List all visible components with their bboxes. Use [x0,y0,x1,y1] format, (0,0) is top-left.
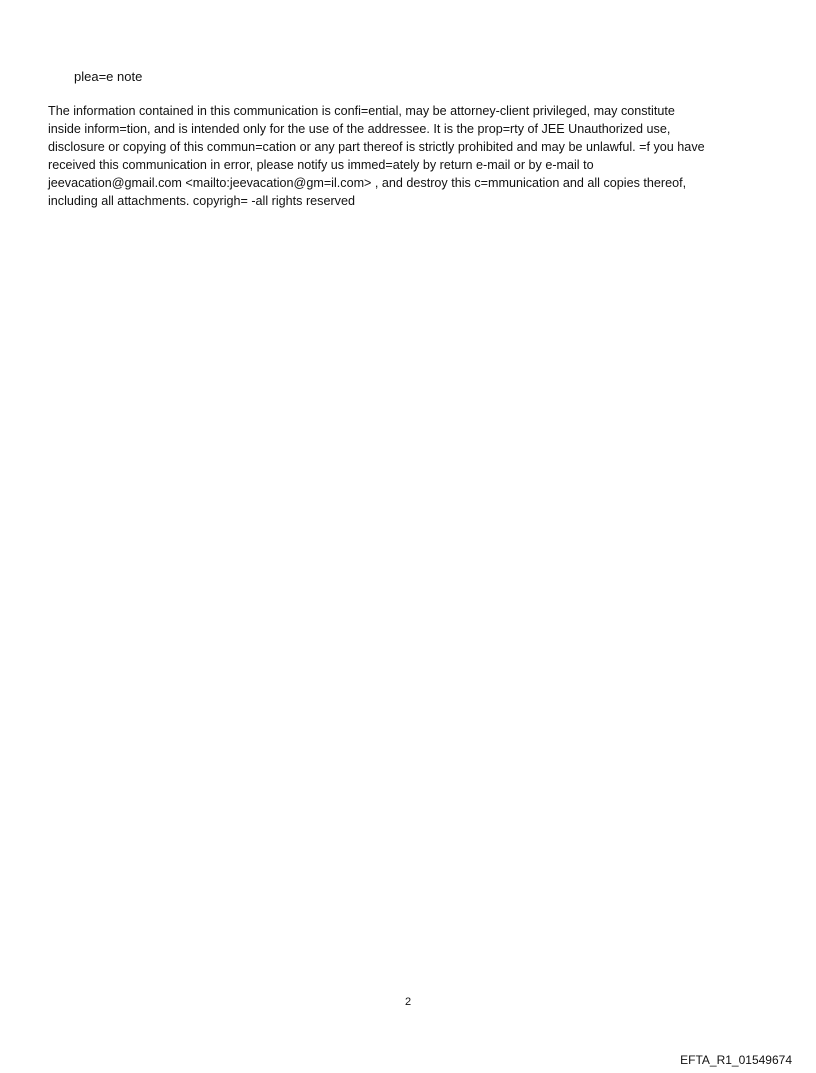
disclaimer-line: The information contained in this communication is confi=ential, may be attorney-client privileged, may constitute [48,104,675,118]
document-id: EFTA_R1_01549674 [680,1053,792,1067]
note-line: plea=e note [74,69,143,84]
disclaimer-line: disclosure or copying of this commun=cation or any part thereof is strictly prohibited and may be unlawful. =f you have [48,140,705,154]
disclaimer-line: received this communication in error, please notify us immed=ately by return e-mail or by e-mail to [48,158,594,172]
confidentiality-disclaimer [48,102,788,210]
page-number: 2 [404,996,412,1008]
disclaimer-line: jeevacation@gmail.com <mailto:jeevacation@gm=il.com> , and destroy this c=mmunication and all copies thereof, [48,176,687,190]
disclaimer-line: including all attachments. copyrigh= -all rights reserved [48,194,355,208]
disclaimer-line: inside inform=tion, and is intended only for the use of the addressee. It is the prop=rty of JEE Unauthorized use, [48,122,671,136]
